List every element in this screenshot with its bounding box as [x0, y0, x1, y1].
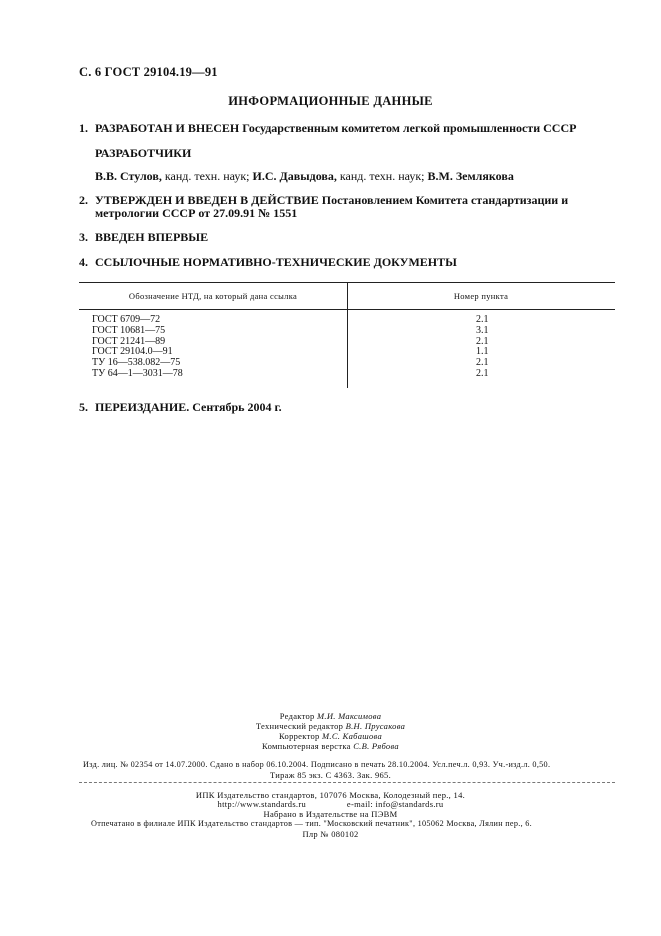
developer-name: В.В. Стулов,	[95, 169, 162, 183]
item-heading: ССЫЛОЧНЫЕ НОРМАТИВНО-ТЕХНИЧЕСКИЕ ДОКУМЕНТЫ	[95, 255, 457, 269]
item-number: 4.	[79, 255, 88, 269]
imprint-tech-editor	[0, 721, 661, 731]
imprint-person: М.И. Максимова	[317, 711, 382, 721]
imprint-editor	[0, 711, 661, 721]
imprint-typeset: Набрано в Издательстве на ПЭВМ	[263, 809, 398, 819]
item-text: Государственным комитетом легкой промышленности СССР	[242, 121, 577, 135]
imprint-role: Компьютерная верстка	[262, 741, 351, 751]
table-cell-designation: ГОСТ 10681—75	[92, 324, 166, 336]
table-row	[92, 315, 612, 326]
developer-degree: канд. техн. наук;	[164, 169, 250, 183]
table-cell-designation: ГОСТ 29104.0—91	[92, 346, 173, 358]
table-cell-designation: ТУ 16—538.082—75	[92, 357, 181, 369]
imprint-role: Корректор	[278, 731, 320, 741]
imprint-layout	[0, 741, 661, 751]
item-number: 2.	[79, 193, 88, 207]
item-number: 1.	[79, 121, 88, 135]
table-body	[92, 315, 612, 380]
section-title: ИНФОРМАЦИОННЫЕ ДАННЫЕ	[228, 94, 433, 108]
developers-heading: РАЗРАБОТЧИКИ	[95, 146, 192, 160]
imprint-license: Изд. лиц. № 02354 от 14.07.2000. Сдано в набор 06.10.2004. Подписано в печать 28.10.2004. Усл.печ.л. 0,93. Уч.-изд.л. 0,50.	[83, 760, 551, 769]
item-heading: УТВЕРЖДЕН И ВВЕДЕН В ДЕЙСТВИЕ	[95, 193, 319, 207]
table-cell-designation: ГОСТ 21241—89	[92, 335, 166, 347]
developer-name: И.С. Давыдова,	[252, 169, 337, 183]
imprint-proofreader	[0, 731, 661, 741]
imprint-person: В.Н. Прусакова	[345, 721, 406, 731]
developers-list	[95, 169, 514, 184]
item-heading: ПЕРЕИЗДАНИЕ.	[95, 400, 190, 414]
table-header-clause: Номер пункта	[453, 291, 509, 301]
item-number: 5.	[79, 400, 88, 414]
developer-name: В.М. Землякова	[427, 169, 514, 183]
table-row	[92, 369, 612, 380]
imprint-person: М.С. Кабашова	[322, 731, 383, 741]
table-cell-clause: 2.1	[476, 357, 489, 369]
imprint-publisher: ИПК Издательство стандартов, 107076 Москва, Колодезный пер., 14.	[195, 790, 466, 800]
references-table	[79, 282, 615, 388]
table-cell-clause: 3.1	[476, 324, 489, 336]
table-cell-clause: 2.1	[476, 335, 489, 347]
developer-degree: канд. техн. наук;	[339, 169, 425, 183]
table-row	[92, 326, 612, 337]
imprint-plr: Плр № 080102	[302, 829, 359, 839]
imprint-role: Редактор	[279, 711, 315, 721]
imprint-print-run: Тираж 85 экз. С 4363. Зак. 965.	[269, 770, 392, 780]
table-header-designation: Обозначение НТД, на который дана ссылка	[128, 291, 298, 301]
page-header: С. 6 ГОСТ 29104.19—91	[79, 65, 218, 79]
item-text: Сентябрь 2004 г.	[192, 400, 282, 414]
imprint-website: http://www.standards.ru	[217, 799, 307, 809]
imprint-role: Технический редактор	[255, 721, 344, 731]
imprint-email: e-mail: info@standards.ru	[346, 799, 444, 809]
item-text: Постановлением Комитета стандартизации и метрологии СССР от 27.09.91 № 1551	[95, 193, 569, 220]
imprint-person: С.В. Рябова	[353, 741, 399, 751]
table-cell-clause: 2.1	[476, 367, 489, 379]
imprint-divider	[79, 782, 615, 783]
item-heading: РАЗРАБОТАН И ВНЕСЕН	[95, 121, 240, 135]
item-number: 3.	[79, 230, 88, 244]
table-cell-clause: 1.1	[476, 346, 489, 358]
imprint-printed: Отпечатано в филиале ИПК Издательство стандартов — тип. "Московский печатник", 105062 Москва, Лялин пер., 6.	[91, 819, 533, 828]
table-cell-designation: ТУ 64—1—3031—78	[92, 367, 183, 379]
imprint-contacts	[0, 799, 661, 809]
table-cell-clause: 2.1	[476, 314, 489, 325]
table-cell-designation: ГОСТ 6709—72	[92, 314, 161, 325]
item-heading: ВВЕДЕН ВПЕРВЫЕ	[95, 230, 209, 244]
